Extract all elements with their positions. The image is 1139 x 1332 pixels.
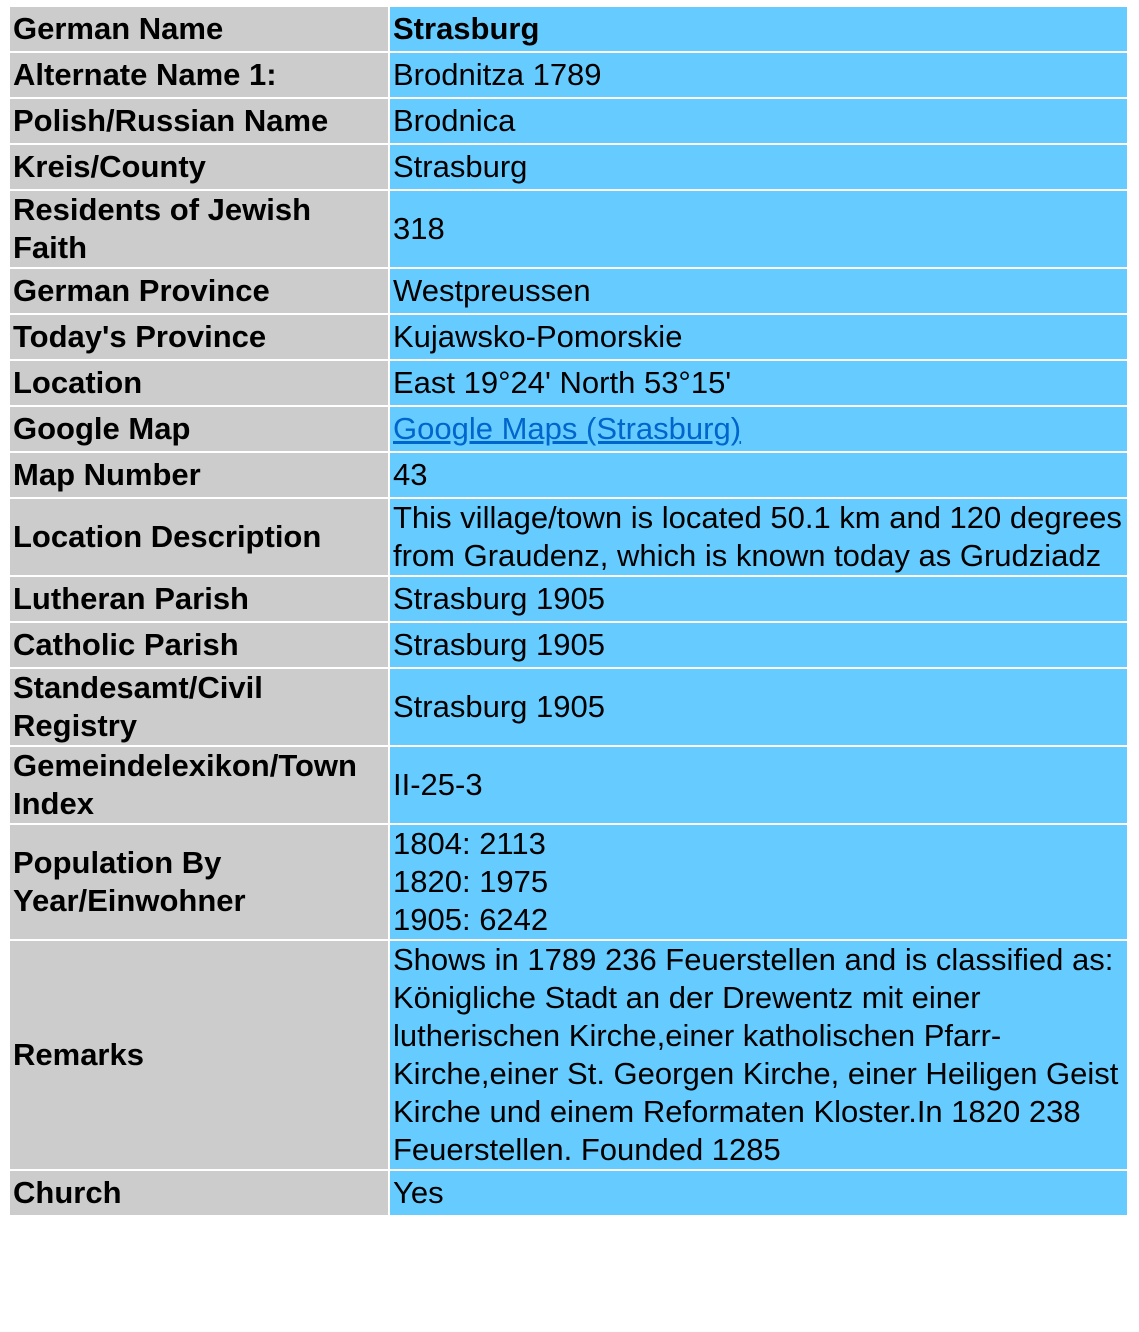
town-index-value: II-25-3	[390, 747, 1127, 823]
population-label: Population By Year/Einwohner	[10, 825, 388, 939]
civil-registry-value: Strasburg 1905	[390, 669, 1127, 745]
table-row-map-number	[10, 453, 1127, 497]
table-row-kreis-county	[10, 145, 1127, 189]
table-row-catholic-parish	[10, 623, 1127, 667]
table-row-location-description	[10, 499, 1127, 575]
town-info-table	[8, 5, 1129, 1217]
remarks-value: Shows in 1789 236 Feuerstellen and is classified as: Königliche Stadt an der Drewentz mit einer lutherischen Kirche,einer katholischen Pfarr-Kirche,einer St. Georgen Kirche, einer Heiligen Geist Kirche und einem Reformaten Kloster.In 1820 238 Feuerstellen. Founded 1285	[390, 941, 1127, 1169]
lutheran-parish-value: Strasburg 1905	[390, 577, 1127, 621]
todays-province-value: Kujawsko-Pomorskie	[390, 315, 1127, 359]
kreis-county-label: Kreis/County	[10, 145, 388, 189]
table-row-church	[10, 1171, 1127, 1215]
church-label: Church	[10, 1171, 388, 1215]
population-value	[390, 825, 1127, 939]
alternate-name-label: Alternate Name 1:	[10, 53, 388, 97]
kreis-county-value: Strasburg	[390, 145, 1127, 189]
table-row-population	[10, 825, 1127, 939]
todays-province-label: Today's Province	[10, 315, 388, 359]
google-map-cell	[390, 407, 1127, 451]
location-description-value: This village/town is located 50.1 km and 120 degrees from Graudenz, which is known today as Grudziadz	[390, 499, 1127, 575]
table-row-polish-russian-name	[10, 99, 1127, 143]
church-value: Yes	[390, 1171, 1127, 1215]
german-province-label: German Province	[10, 269, 388, 313]
google-map-label: Google Map	[10, 407, 388, 451]
table-row-todays-province	[10, 315, 1127, 359]
german-name-label: German Name	[10, 7, 388, 51]
town-index-label: Gemeindelexikon/Town Index	[10, 747, 388, 823]
table-row-jewish-residents	[10, 191, 1127, 267]
map-number-value: 43	[390, 453, 1127, 497]
google-maps-link[interactable]: Google Maps (Strasburg)	[393, 411, 742, 446]
location-value: East 19°24' North 53°15'	[390, 361, 1127, 405]
table-row-alternate-name	[10, 53, 1127, 97]
population-1905: 1905: 6242	[393, 902, 549, 937]
table-row-german-province	[10, 269, 1127, 313]
location-description-label: Location Description	[10, 499, 388, 575]
table-row-lutheran-parish	[10, 577, 1127, 621]
catholic-parish-value: Strasburg 1905	[390, 623, 1127, 667]
german-name-value: Strasburg	[390, 7, 1127, 51]
table-row-remarks	[10, 941, 1127, 1169]
polish-russian-name-label: Polish/Russian Name	[10, 99, 388, 143]
polish-russian-name-value: Brodnica	[390, 99, 1127, 143]
population-1804: 1804: 2113	[393, 826, 546, 861]
location-label: Location	[10, 361, 388, 405]
population-1820: 1820: 1975	[393, 864, 549, 899]
table-row-location	[10, 361, 1127, 405]
alternate-name-value: Brodnitza 1789	[390, 53, 1127, 97]
remarks-label: Remarks	[10, 941, 388, 1169]
table-row-german-name	[10, 7, 1127, 51]
map-number-label: Map Number	[10, 453, 388, 497]
jewish-residents-value: 318	[390, 191, 1127, 267]
table-row-town-index	[10, 747, 1127, 823]
lutheran-parish-label: Lutheran Parish	[10, 577, 388, 621]
jewish-residents-label: Residents of Jewish Faith	[10, 191, 388, 267]
civil-registry-label: Standesamt/Civil Registry	[10, 669, 388, 745]
table-row-google-map	[10, 407, 1127, 451]
table-row-civil-registry	[10, 669, 1127, 745]
catholic-parish-label: Catholic Parish	[10, 623, 388, 667]
german-province-value: Westpreussen	[390, 269, 1127, 313]
town-info-container	[10, 5, 1129, 1217]
